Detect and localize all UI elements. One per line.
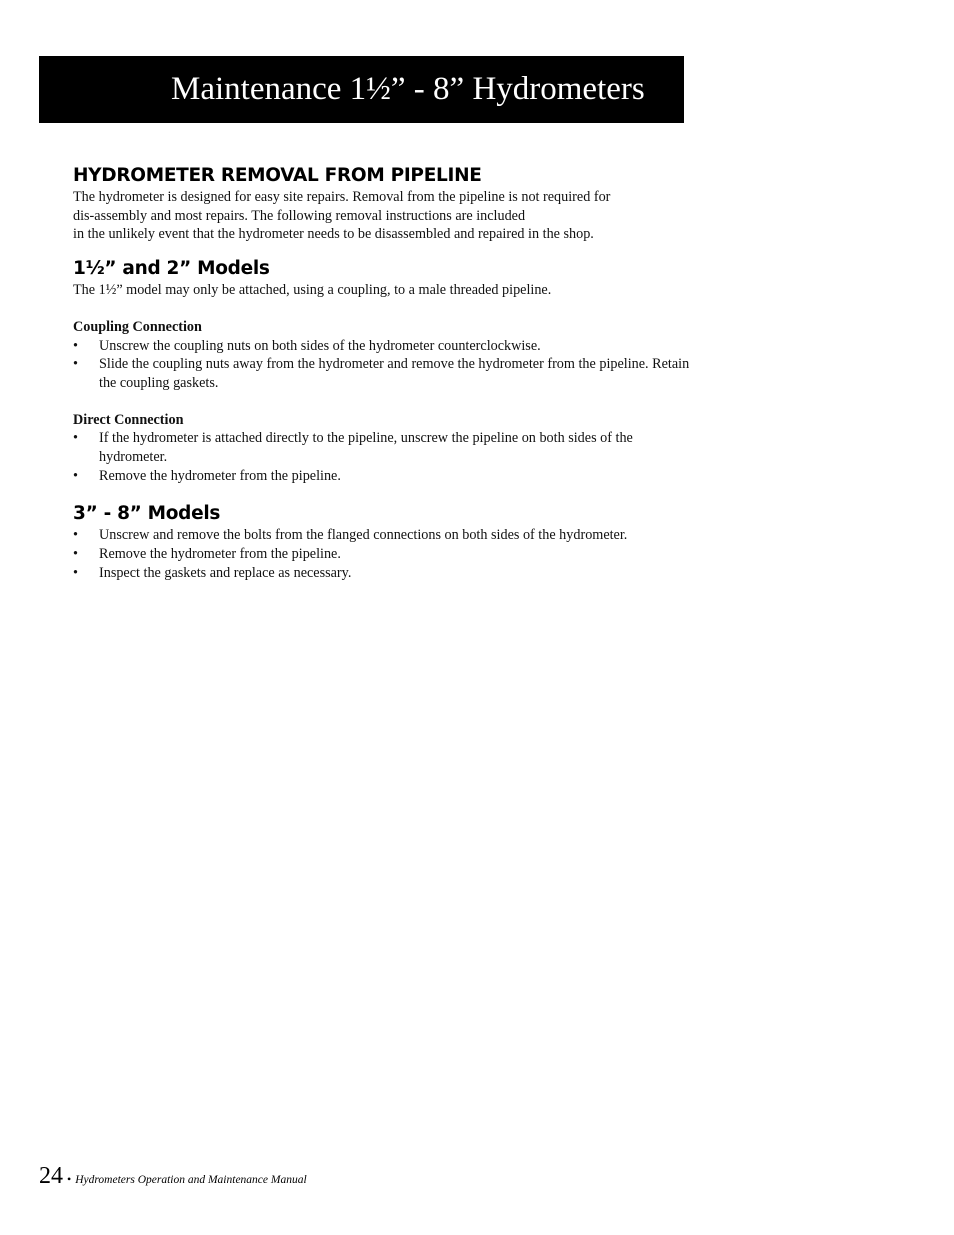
coupling-connection-heading: Coupling Connection xyxy=(73,318,202,335)
manual-title: Hydrometers Operation and Maintenance Manual xyxy=(75,1174,307,1186)
page-title: Maintenance 1½” - 8” Hydrometers xyxy=(171,71,645,107)
small-models-heading: 1½” and 2” Models xyxy=(73,258,270,280)
list-item: • If the hydrometer is attached directly to the pipeline, unscrew the pipeline on both sides of the hydrometer. xyxy=(73,429,693,466)
page-number: 24 xyxy=(39,1163,63,1189)
removal-line-1: The hydrometer is designed for easy site repairs. Removal from the pipeline is not required for xyxy=(73,189,611,205)
page-title-banner xyxy=(39,56,684,123)
list-item: • Unscrew the coupling nuts on both sides of the hydrometer counterclockwise. xyxy=(73,337,693,356)
list-item: • Unscrew and remove the bolts from the flanged connections on both sides of the hydrometer. xyxy=(73,526,693,545)
main-content xyxy=(73,164,693,583)
coupling-connection-list xyxy=(73,337,693,393)
removal-line-3: in the unlikely event that the hydrometer needs to be disassembled and repaired in the shop. xyxy=(73,226,594,243)
list-item: • Remove the hydrometer from the pipeline. xyxy=(73,467,693,486)
list-item: • Remove the hydrometer from the pipeline. xyxy=(73,545,693,564)
footer-separator: • xyxy=(67,1172,72,1186)
removal-line-2: dis-assembly and most repairs. The following removal instructions are included xyxy=(73,207,526,224)
direct-connection-list xyxy=(73,429,693,485)
list-item: • Slide the coupling nuts away from the hydrometer and remove the hydrometer from the pipeline. Retain the coupling gaskets. xyxy=(73,355,693,392)
page-footer xyxy=(39,1163,307,1190)
removal-heading: HYDROMETER REMOVAL FROM PIPELINE xyxy=(73,165,482,186)
large-models-heading: 3” - 8” Models xyxy=(73,503,221,525)
small-models-intro: The 1½” model may only be attached, using a coupling, to a male threaded pipeline. xyxy=(73,282,552,299)
list-item: • Inspect the gaskets and replace as necessary. xyxy=(73,564,693,583)
large-models-list xyxy=(73,526,693,582)
direct-connection-heading: Direct Connection xyxy=(73,411,184,428)
